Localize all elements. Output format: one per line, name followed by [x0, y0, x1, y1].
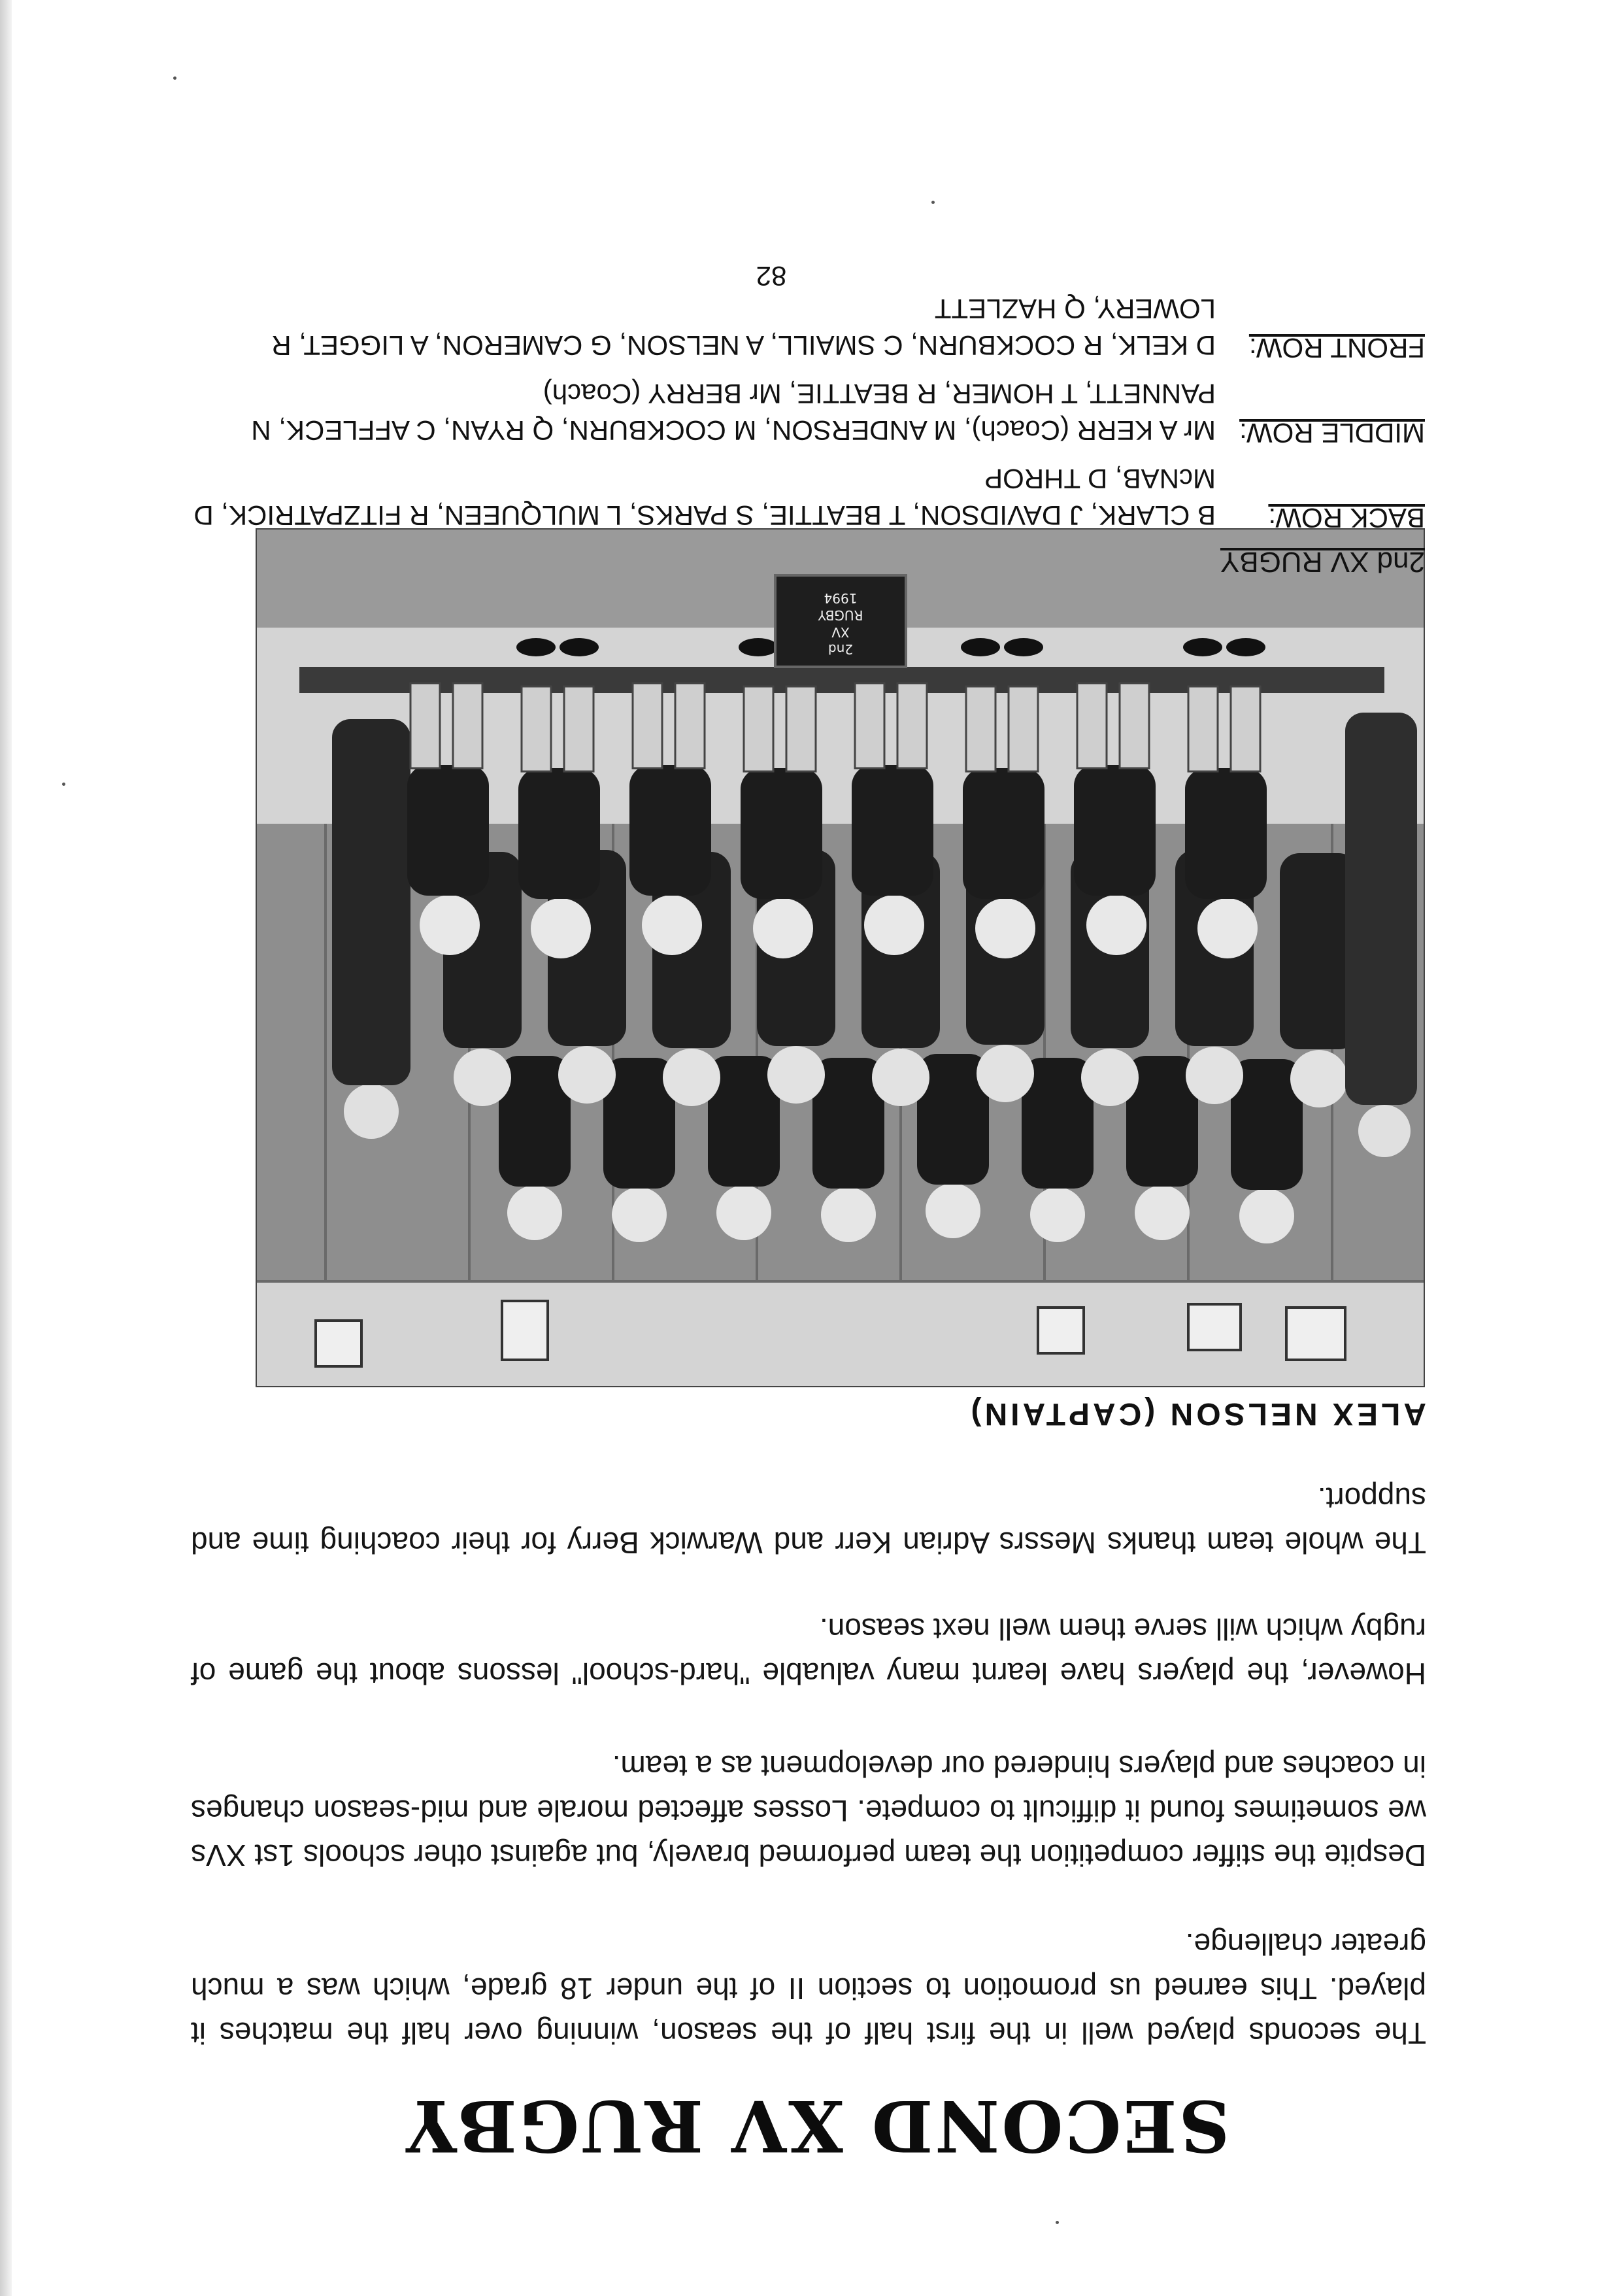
paragraph-lessons: However, the players have learnt many valuable "hard-school" lessons about the game of rugby which will serve them well next season.	[191, 1612, 1426, 1691]
back-row-label: BACK ROW:	[1268, 503, 1425, 533]
board-line: XV	[831, 624, 850, 640]
scan-speck	[62, 783, 65, 786]
front-row-names: D KELK, R COCKBURN, C SMAILL, A NELSON, G CAMERON, A LIGGET, R LOWERY, Q HAZLETT	[271, 294, 1216, 361]
middle-row-label: MIDDLE ROW:	[1239, 418, 1425, 448]
page-number: 82	[756, 261, 787, 292]
board-line: 2nd	[827, 641, 854, 657]
scan-speck	[1056, 2221, 1059, 2224]
photo-caption-heading: 2nd XV RUGBY	[1220, 546, 1425, 578]
captain-line: ALEX NELSON (CAPTAIN)	[967, 1396, 1426, 1431]
paragraph-season-start: The seconds played well in the first half of the season, winning over half the matches it played. This earned us promotion to section II of the under 18 grade, which was a much greater challenge.	[191, 1927, 1426, 2050]
scan-speck	[931, 201, 935, 204]
scan-edge-shadow	[0, 0, 12, 2296]
board-line: 1994	[824, 590, 858, 606]
back-row-names: B CLARK, J DAVIDSON, T BEATTIE, S PARKS, L MULQUEEN, R FITZPATRICK, D McNAB, D THROP	[193, 464, 1216, 531]
middle-row-names: Mr A KERR (Coach), M ANDERSON, M COCKBURN, Q RYAN, C AFFLECK, N PANNETT, T HOMER, R BEATTIE, Mr BERRY (Coach)	[251, 379, 1216, 446]
team-photo-image	[257, 530, 1424, 1386]
front-row-label: FRONT ROW:	[1248, 333, 1425, 363]
board-line: RUGBY	[818, 607, 863, 623]
team-photo	[256, 528, 1425, 1387]
page-title: SECOND XV RUGBY	[404, 2084, 1230, 2167]
paragraph-thanks: The whole team thanks Messrs Adrian Kerr and Warwick Berry for their coaching time and support.	[191, 1481, 1426, 1560]
scan-speck	[173, 76, 176, 80]
paragraph-competition: Despite the stiffer competition the team performed bravely, but against other schools 1st XVs we sometimes found it difficult to compete. Losses affected morale and mid-season changes in coaches and players hindered our development as a team.	[191, 1749, 1426, 1872]
